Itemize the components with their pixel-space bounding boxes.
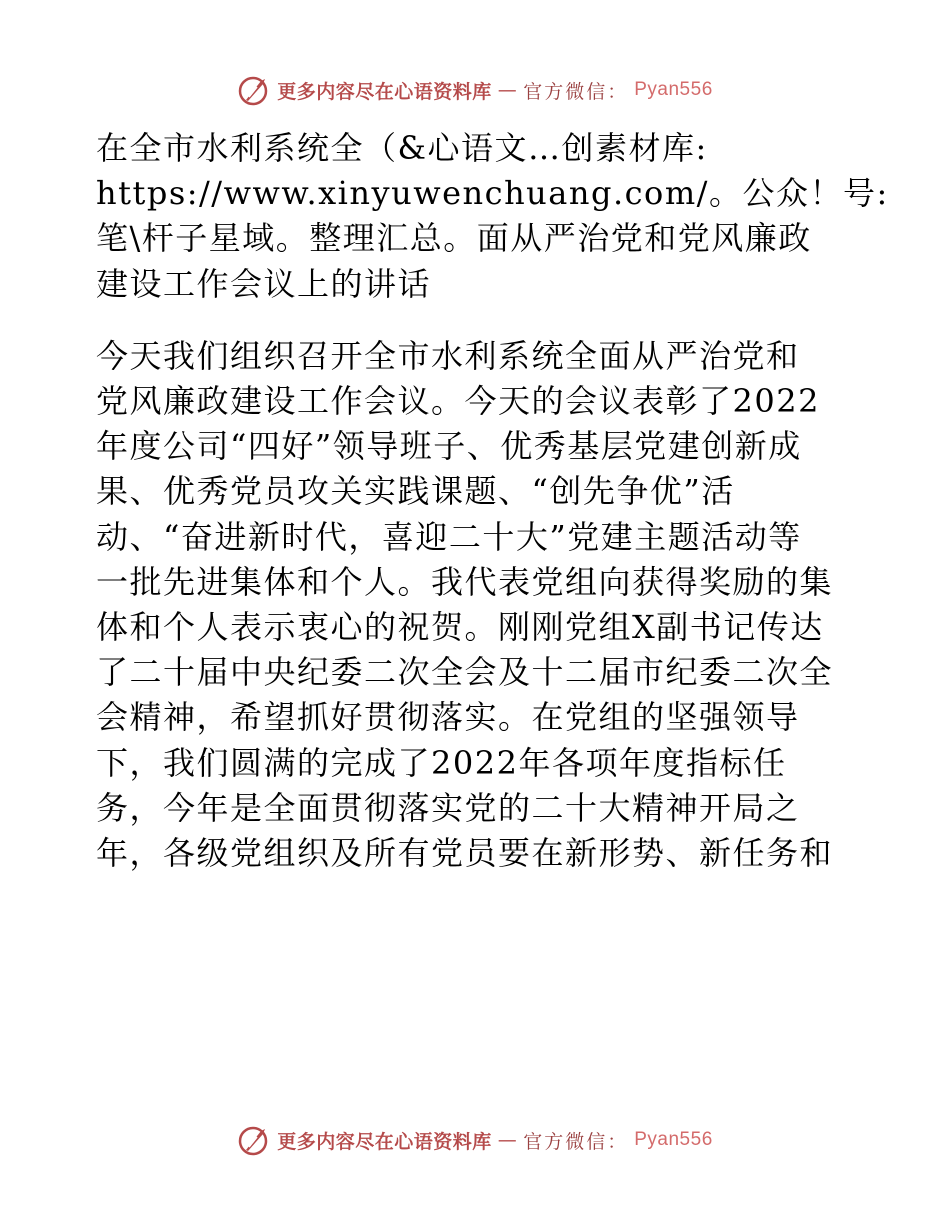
title-line: https://www.xinyuwenchuang.com/。公众！号: xyxy=(96,174,889,213)
body-line: 下，我们圆满的完成了2022年各项年度指标任 xyxy=(96,743,787,782)
title-line: 笔\杆子星域。整理汇总。面从严治党和党风廉政 xyxy=(96,219,812,258)
banner-dash: — xyxy=(497,79,518,101)
quill-pen-logo-icon xyxy=(237,73,271,107)
footer-watermark-banner xyxy=(0,1120,950,1160)
body-line: 体和个人表示衷心的祝贺。刚刚党组X副书记传达 xyxy=(96,608,824,647)
banner-prefix-text: 更多内容尽在心语资料库 xyxy=(277,1130,492,1153)
body-line: 今天我们组织召开全市水利系统全面从严治党和 xyxy=(96,336,800,375)
body-paragraph xyxy=(96,334,854,876)
document-title xyxy=(96,126,889,307)
body-line: 党风廉政建设工作会议。今天的会议表彰了2022 xyxy=(96,382,820,421)
body-line: 务，今年是全面贯彻落实党的二十大精神开局之 xyxy=(96,788,800,827)
banner-dash: — xyxy=(497,1129,518,1151)
banner-official-label: 官方微信： xyxy=(523,80,629,103)
quill-pen-logo-icon xyxy=(237,1123,271,1157)
banner-wechat-id: Pyan556 xyxy=(634,1129,713,1150)
body-line: 会精神，希望抓好贯彻落实。在党组的坚强领导 xyxy=(96,698,800,737)
banner-official-label: 官方微信： xyxy=(523,1130,629,1153)
title-line: 建设工作会议上的讲话 xyxy=(96,264,432,303)
banner-wechat-id: Pyan556 xyxy=(634,79,713,100)
body-line: 动、“奋进新时代，喜迎二十大”党建主题活动等 xyxy=(96,517,802,556)
body-line: 果、优秀党员攻关实践课题、“创先争优”活 xyxy=(96,472,735,511)
body-line: 了二十届中央纪委二次全会及十二届市纪委二次全 xyxy=(96,653,834,692)
banner-prefix-text: 更多内容尽在心语资料库 xyxy=(277,80,492,103)
document-body xyxy=(96,126,889,876)
title-line: 在全市水利系统全（&心语文…创素材库: xyxy=(96,129,708,167)
body-line: 年度公司“四好”领导班子、优秀基层党建创新成 xyxy=(96,427,802,466)
body-line: 年，各级党组织及所有党员要在新形势、新任务和 xyxy=(96,834,834,873)
body-line: 一批先进集体和个人。我代表党组向获得奖励的集 xyxy=(96,562,834,601)
header-watermark-banner xyxy=(0,70,950,110)
